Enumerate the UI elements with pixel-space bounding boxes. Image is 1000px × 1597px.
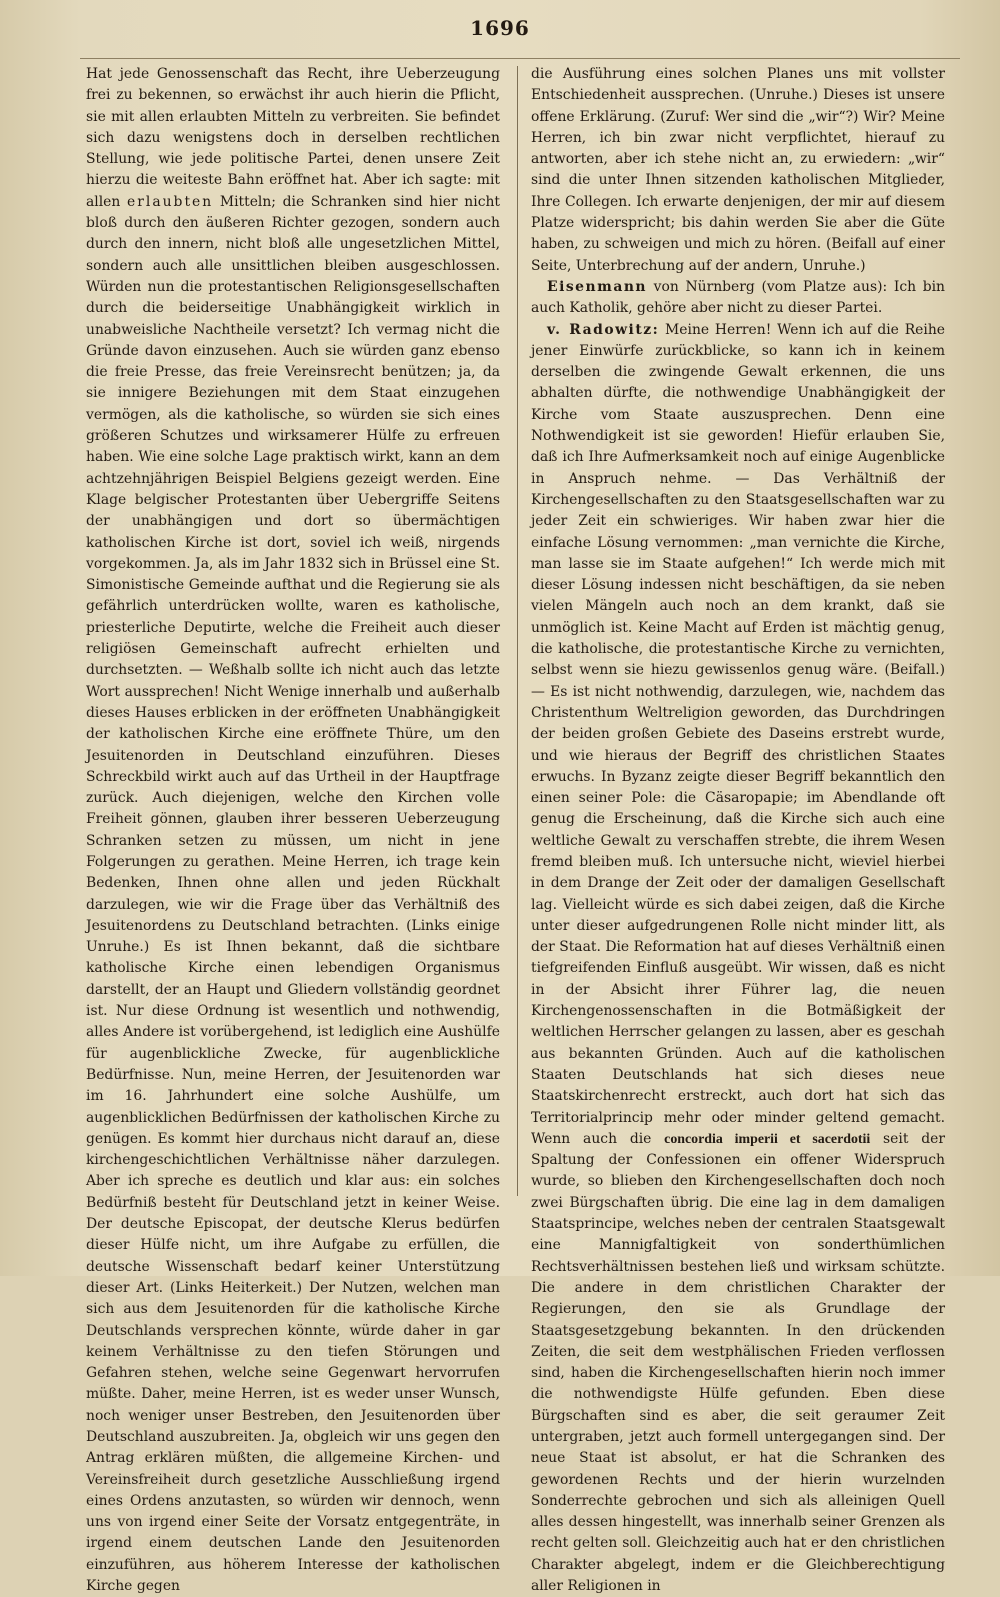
text-run: Mitteln; die Schranken sind hier nicht bloß durch den äußeren Richter gezogen, sondern auch durch den innern, nicht bloß alle ungesetzlichen Mittel, sondern auch alle unsittlichen bleiben ausgeschlossen. Würden nun die protestantischen Religionsgesellschaften durch die beiderseitige Unabhängigkeit wirklich in unabweisliche Nachtheile versetzt? Ich vermag nicht die Gründe davon einzusehen. Auch sie würden ganz ebenso die freie Presse, das freie Vereinsrecht benützen; ja, da sie innigere Beziehungen mit dem Staat einzugehen vermögen, als die katholische, so würden sie sich eines größeren Schutzes und wirksamerer Hülfe zu erfreuen haben. Wie eine solche Lage praktisch wirkt, kann an dem achtzehnjährigen Beispiel Belgiens gezeigt werden. Eine Klage belgischer Protestanten über Uebergriffe Seitens der unabhängigen und dort so übermächtigen katholischen Kirche ist dort, soviel ich weiß, nirgends vorgekommen. Ja, als im Jahr 1832 sich in Brüssel eine St. Simonistische Gemeinde aufthat und die Regierung sie als gefährlich unterdrücken wollte, waren es katholische, priesterliche Deputirte, welche die Freiheit auch dieser religiösen Gemeinschaft aufrecht erhielten und durchsetzten. — Weßhalb sollte ich nicht auch das letzte Wort aussprechen! Nicht Wenige innerhalb und außerhalb dieses Hauses erblicken in der eröffneten Unabhängigkeit der katholischen Kirche eine eröffnete Thüre, um den Jesuitenorden in Deutschland einzuführen. Dieses Schreckbild wirkt auch auf das Urtheil in der Hauptfrage zurück. Auch diejenigen, welche den Kirchen volle Freiheit gönnen, glauben ihrer besseren Ueberzeugung Schranken setzen zu müssen, um nicht in jene Folgerungen zu gerathen. Meine Herren, ich trage kein Bedenken, Ihnen ohne allen und jeden Rückhalt darzulegen, wie wir die Frage über das Verhältniß des Jesuitenordens zu Deutschland betrachten. (Links einige Unruhe.) Es ist Ihnen bekannt, daß die sichtbare katholische Kirche einen lebendigen Organismus darstellt, der an Haupt und Gliedern vollständig geordnet ist. Nur diese Ordnung ist wesentlich und nothwendig, alles Andere ist vorübergehend, ist lediglich eine Aushülfe für augenblickliche Zwecke, für augenblickliche Bedürfnisse. Nun, meine Herren, der Jesuitenorden war im 16. Jahrhundert eine solche Aushülfe, um augenblicklichen Bedürfnissen der katholischen Kirche zu genügen. Es kommt hier durchaus nicht darauf an, diese kirchengeschichtlichen Verhältnisse näher darzulegen. Aber ich spreche es deutlich und klar aus: ein solches Bedürfniß besteht für Deutschland jetzt in keiner Weise. Der deutsche Episcopat, der deutsche Klerus bedürfen dieser Hülfe nicht, um ihre Aufgabe zu erfüllen, die deutsche Wissenschaft bedarf keiner Unterstützung dieser Art. (Links Heiterkeit.) Der Nutzen, welchen man sich aus dem Jesuitenorden für die katholische Kirche Deutschlands versprechen könnte, würde daher in gar keinem Verhältnisse zu den tiefen Störungen und Gefahren stehen, welche seine Gegenwart hervorrufen müßte. Daher, meine Herren, ist es weder unser Wunsch, noch weniger unser Bestreben, den Jesuitenorden über Deutschland auszubreiten. Ja, obgleich wir uns gegen den Antrag erklären müßten, die allgemeine Kirchen- und Vereinsfreiheit durch gesetzliche Ausschließung irgend eines Ordens anzutasten, so würden wir dennoch, wenn uns von irgend einer Seite der Vorsatz entgegenträte, in irgend einem deutschen Lande den Jesuitenorden einzuführen, aus höherem Interesse der katholischen Kirche gegen (86, 193, 500, 1595)
text-run: die Ausführung eines solchen Planes uns mit vollster Entschiedenheit aussprechen. (Unruhe.) Dieses ist unsere offene Erklärung. (Zuruf: Wer sind die „wir“?) Wir? Meine Herren, ich bin zwar nicht verpflichtet, hierauf zu antworten, aber ich stehe nicht an, zu erwiedern: „wir“ sind die unter Ihnen sitzenden katholischen Mitglieder, Ihre Collegen. Ich erwarte denjenigen, der mir auf diesem Platze widerspricht; bis dahin werden Sie aber die Güte haben, zu schweigen und mich zu hören. (Beifall auf einer Seite, Unterbrechung auf der andern, Unruhe.) (531, 66, 945, 274)
left-text-column (86, 64, 500, 1595)
speaker-name: Eisenmann (547, 278, 648, 295)
header-rule (80, 58, 960, 59)
right-column-paragraph (531, 320, 945, 1597)
right-column-paragraph (531, 277, 945, 320)
left-column-paragraph (86, 64, 500, 1597)
emphasized-word: erlaubten (127, 193, 214, 210)
text-run: Meine Herren! Wenn ich auf die Reihe jener Einwürfe zurückblicke, so kann ich in keinem derselben die zwingende Gewalt erkennen, die uns abhalten dürfte, die nothwendige Unabhängigkeit der Kirche vom Staate auszusprechen. Denn eine Nothwendigkeit ist sie geworden! Hiefür erlauben Sie, daß ich Ihre Aufmerksamkeit noch auf einige Augenblicke in Anspruch nehme. — Das Verhältniß der Kirchengesellschaften zu den Staatsgesellschaften war zu jeder Zeit ein schwieriges. Wir haben zwar hier die einfache Lösung vernommen: „man vernichte die Kirche, man lasse sie im Staate aufgehen!“ Ich werde mich mit dieser Lösung indessen nicht beschäftigen, da sie neben vielen Mängeln auch noch an dem krankt, daß sie unmöglich ist. Keine Macht auf Erden ist mächtig genug, die katholische, die protestantische Kirche zu vernichten, selbst wenn sie hiezu gewissenlos genug wäre. (Beifall.) — Es ist nicht nothwendig, darzulegen, wie, nachdem das Christenthum Weltreligion geworden, das Durchdringen der beiden großen Gebiete des Daseins erstrebt wurde, und wie hieraus der Begriff des christlichen Staates erwuchs. In Byzanz zeigte dieser Begriff bekanntlich den einen seiner Pole: die Cäsaropapie; im Abendlande oft genug die Erscheinung, daß die Kirche sich auch eine weltliche Gewalt zu verschaffen strebte, die ihrem Wesen fremd bleiben muß. Ich untersuche nicht, wieviel hierbei in dem Drange der Zeit oder der damaligen Gesellschaft lag. Vielleicht würde es sich dabei zeigen, daß die Kirche unter dieser aufgedrungenen Rolle nicht minder litt, als der Staat. Die Reformation hat auf dieses Verhältniß einen tiefgreifenden Einfluß ausgeübt. Wir wissen, daß es nicht in der Absicht ihrer Führer lag, die neuen Kirchengenossenschaften in die Botmäßigkeit der weltlichen Herrscher gelangen zu lassen, aber es geschah aus bekannten Gründen. Auch auf die katholischen Staaten Deutschlands hat sich dieses neue Staatskirchenrecht erstreckt, auch dort hat sich das Territorialprincip mehr oder minder geltend gemacht. Wenn auch die (531, 321, 945, 1147)
text-run: von Nürnberg (vom Platze aus): Ich bin auch Katholik, gehöre aber nicht zu dieser Partei. (531, 278, 945, 317)
text-run: seit der Spaltung der Confessionen ein offener Widerspruch wurde, so blieben den Kirchengesellschaften doch noch zwei Bürgschaften übrig. Die eine lag in dem damaligen Staatsprincipe, welches neben der centralen Staatsgewalt eine Mannigfaltigkeit von sonderthümlichen Rechtsverhältnissen bestehen ließ und wirksam schützte. Die andere in dem christlichen Charakter der Regierungen, den sie als Grundlage der Staatsgesetzgebung bekannten. In den drückenden Zeiten, die seit dem westphälischen Frieden verflossen sind, haben die Kirchengesellschaften hierin noch immer die nothwendigste Hülfe gefunden. Eben diese Bürgschaften sind es aber, die seit geraumer Zeit untergraben, jetzt auch formell untergegangen sind. Der neue Staat ist absolut, er hat die Schranken des gewordenen Rechts und der hierin wurzelnden Sonderrechte gebrochen und sich als alleinigen Quell alles dessen hingestellt, was innerhalb seiner Grenzen als recht gelten soll. Gleichzeitig auch hat er den christlichen Charakter abgelegt, indem er die Gleichberechtigung aller Religionen in (531, 1130, 945, 1595)
right-text-column (531, 64, 945, 1595)
speaker-name: v. Radowitz: (547, 321, 660, 338)
column-divider (517, 66, 518, 1196)
latin-phrase: concordia imperii et sacerdotii (664, 1131, 871, 1147)
page-number: 1696 (470, 16, 530, 40)
right-column-paragraph (531, 64, 945, 277)
text-run: Hat jede Genossenschaft das Recht, ihre Ueberzeugung frei zu bekennen, so erwächst ihr auch hierin die Pflicht, sie mit allen erlaubten Mitteln zu verbreiten. Sie befindet sich dazu wenigstens doch in derselben rechtlichen Stellung, wie jede politische Partei, denen unsere Zeit hierzu die weiteste Bahn eröffnet hat. Aber ich sagte: mit allen (86, 66, 500, 210)
